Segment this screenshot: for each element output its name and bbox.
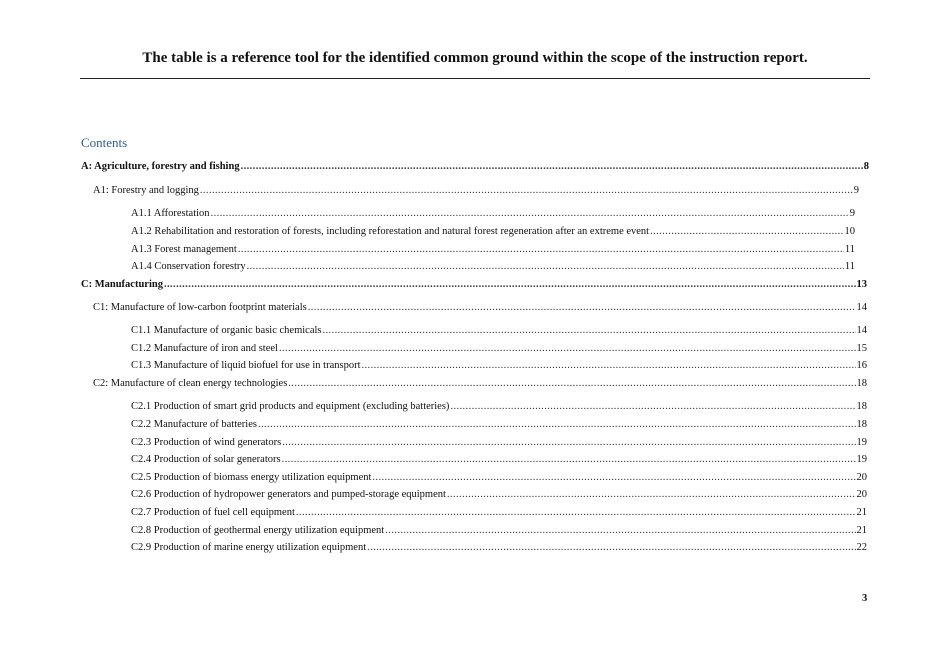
toc-entry-c2-4[interactable] <box>131 453 867 466</box>
toc-entry-c2-2[interactable] <box>131 418 867 431</box>
toc-entry-page: 16 <box>856 360 867 371</box>
toc-entry-label: C2.9 Production of marine energy utilization equipment <box>131 542 367 553</box>
dot-leader <box>447 488 856 501</box>
dot-leader <box>279 342 856 355</box>
toc-entry-page: 18 <box>856 378 867 389</box>
toc-entry-c2-1[interactable] <box>131 400 867 413</box>
dot-leader <box>288 377 855 390</box>
toc-entry-page: 19 <box>856 437 867 448</box>
toc-entry-c1-3[interactable] <box>131 359 867 372</box>
toc-entry-c2-6[interactable] <box>131 488 867 501</box>
toc-entry-page: 19 <box>856 454 867 465</box>
toc-entry-label: C1: Manufacture of low-carbon footprint materials <box>93 302 307 313</box>
toc-entry-label: C1.1 Manufacture of organic basic chemicals <box>131 325 322 336</box>
dot-leader <box>282 436 855 449</box>
dot-leader <box>308 301 856 314</box>
dot-leader <box>385 524 855 537</box>
toc-entry-c1-2[interactable] <box>131 342 867 355</box>
toc-entry-label: C2.8 Production of geothermal energy utilization equipment <box>131 525 385 536</box>
toc-entry-label: C2.4 Production of solar generators <box>131 454 281 465</box>
dot-leader <box>650 225 843 238</box>
toc-entry-section-a[interactable] <box>81 160 869 173</box>
toc-entry-c1-1[interactable] <box>131 324 867 337</box>
dot-leader <box>247 260 844 273</box>
toc-entry-label: A1.3 Forest management <box>131 244 237 255</box>
toc-entry-c2-3[interactable] <box>131 436 867 449</box>
dot-leader <box>323 324 856 337</box>
dot-leader <box>211 207 849 220</box>
toc-entry-page: 21 <box>856 525 867 536</box>
dot-leader <box>296 506 856 519</box>
toc-entry-page: 13 <box>856 279 867 290</box>
toc-entry-page: 21 <box>856 507 867 518</box>
toc-entry-label: C2.5 Production of biomass energy utilization equipment <box>131 472 372 483</box>
toc-entry-label: A1.4 Conservation forestry <box>131 261 246 272</box>
dot-leader <box>164 278 856 291</box>
toc-entry-c2-7[interactable] <box>131 506 867 519</box>
toc-entry-label: A1: Forestry and logging <box>93 185 199 196</box>
toc-entry-label: A1.1 Afforestation <box>131 208 210 219</box>
toc-entry-page: 18 <box>856 419 867 430</box>
toc-entry-label: A: Agriculture, forestry and fishing <box>81 161 240 172</box>
toc-entry-c2[interactable] <box>93 377 867 390</box>
dot-leader <box>238 243 844 256</box>
toc-entry-page: 18 <box>856 401 867 412</box>
toc-entry-label: A1.2 Rehabilitation and restoration of forests, including reforestation and natural forest regeneration after an extreme event <box>131 226 650 237</box>
dot-leader <box>200 184 853 197</box>
toc-entry-a1[interactable] <box>93 184 859 197</box>
dot-leader <box>282 453 856 466</box>
toc-entry-page: 11 <box>844 244 855 255</box>
toc-entry-label: C2.1 Production of smart grid products and equipment (excluding batteries) <box>131 401 450 412</box>
toc-entry-page: 11 <box>844 261 855 272</box>
toc-entry-c2-5[interactable] <box>131 471 867 484</box>
dot-leader <box>241 160 863 173</box>
header-divider <box>80 78 870 79</box>
toc-entry-section-c[interactable] <box>81 278 867 291</box>
toc-entry-page: 8 <box>863 161 869 172</box>
toc-entry-page: 15 <box>856 343 867 354</box>
toc-entry-c1[interactable] <box>93 301 867 314</box>
toc-entry-page: 10 <box>844 226 855 237</box>
toc-entry-page: 9 <box>853 185 859 196</box>
dot-leader <box>362 359 856 372</box>
toc-entry-label: C2.2 Manufacture of batteries <box>131 419 257 430</box>
toc-entry-page: 14 <box>856 325 867 336</box>
toc-entry-label: C2.6 Production of hydropower generators and pumped-storage equipment <box>131 489 446 500</box>
dot-leader <box>372 471 855 484</box>
toc-entry-page: 22 <box>856 542 867 553</box>
document-title: The table is a reference tool for the identified common ground within the scope of the instruction report. <box>142 50 808 66</box>
toc-entry-a1-3[interactable] <box>131 243 855 256</box>
toc-entry-page: 20 <box>856 472 867 483</box>
toc-entry-label: C2.3 Production of wind generators <box>131 437 282 448</box>
toc-entry-a1-2[interactable] <box>131 225 855 238</box>
toc-entry-a1-4[interactable] <box>131 260 855 273</box>
dot-leader <box>367 541 855 554</box>
toc-entry-label: C1.2 Manufacture of iron and steel <box>131 343 278 354</box>
toc-entry-label: C: Manufacturing <box>81 279 163 290</box>
dot-leader <box>450 400 855 413</box>
toc-entry-c2-9[interactable] <box>131 541 867 554</box>
toc-entry-a1-1[interactable] <box>131 207 855 220</box>
toc-entry-page: 20 <box>856 489 867 500</box>
toc-entry-c2-8[interactable] <box>131 524 867 537</box>
toc-entry-label: C2.7 Production of fuel cell equipment <box>131 507 295 518</box>
toc-entry-label: C2: Manufacture of clean energy technologies <box>93 378 288 389</box>
page-number: 3 <box>862 593 868 604</box>
toc-entry-page: 9 <box>849 208 855 219</box>
toc-entry-page: 14 <box>856 302 867 313</box>
contents-heading: Contents <box>81 135 128 150</box>
toc-entry-label: C1.3 Manufacture of liquid biofuel for use in transport <box>131 360 361 371</box>
dot-leader <box>258 418 856 431</box>
